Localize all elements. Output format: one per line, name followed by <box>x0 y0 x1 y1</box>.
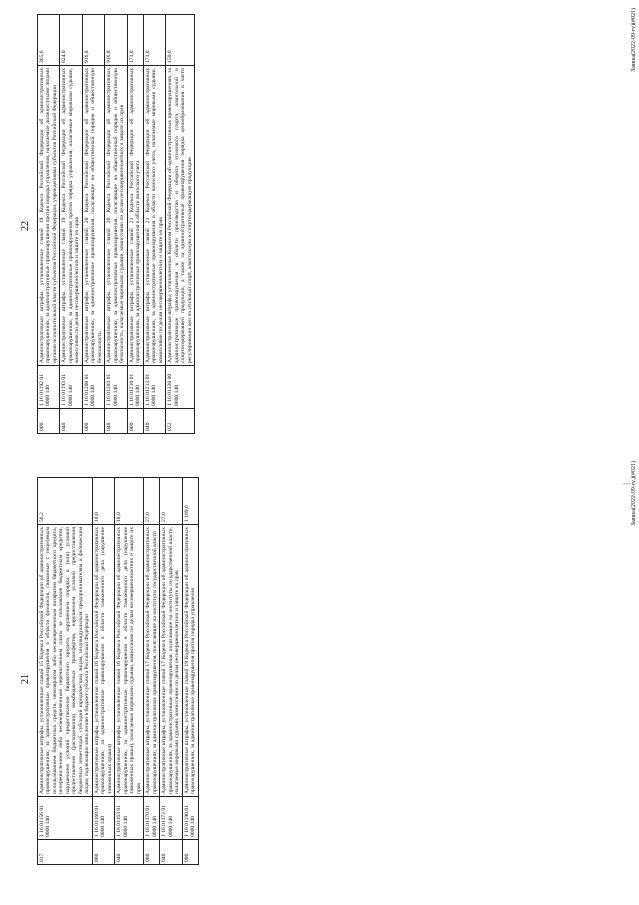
kbk-code-cell: 1 16 01330 00 0000 140 <box>166 366 195 409</box>
registration-stamp: Заявка(2022-09-rv.)(#021) <box>631 461 637 526</box>
amount-cell: 173,0 <box>127 15 143 66</box>
admin-code-cell: 000 <box>127 409 143 434</box>
description-cell: Административные штрафы, установленные главой 20 Кодекса Российской Федерации об административных правонарушениях, за административные правонарушения, посягающие на общественный порядок и общественную безопасность <box>82 66 104 366</box>
table-row <box>92 478 114 865</box>
description-cell: Административные штрафы, установленные главой 20 Кодекса Российской Федерации об административных правонарушениях, за административные правонарушения, посягающие на общественный порядок и общественную безопасность, налагаемые мировыми судьями, комиссиями по делам несовершеннолетних и защите их прав <box>105 66 127 366</box>
description-cell: Административные штрафы, установленные Кодексом Российской Федерации об административных правонарушениях, за административные правонарушения в области производства и оборота этилового спирта, алкогольной и спиртосодержащей продукции, а также за административные правонарушения порядка ценообразования в части регулирования цен на этиловый спирт, алкогольную и спиртосодержащую продукцию <box>166 66 195 366</box>
page-number: 21 <box>20 674 31 684</box>
admin-code-cell: 000 <box>182 840 198 865</box>
kbk-code-cell: 1 16 01156 01 0000 140 <box>38 797 93 840</box>
amount-cell: 916,8 <box>82 15 104 66</box>
admin-code-cell: 040 <box>60 409 82 434</box>
page-21 <box>0 453 639 905</box>
table-row <box>115 478 144 865</box>
admin-code-cell: 040 <box>143 409 165 434</box>
description-cell: Административные штрафы, установленные главой 17 Кодекса Российской Федерации об административных правонарушениях, за административные правонарушения, посягающие на институты государственной власти, налагаемые мировыми судьями, комиссиями по делам несовершеннолетних и защите их прав <box>160 525 182 797</box>
kbk-code-cell: 1 16 01200 01 0000 140 <box>82 366 104 409</box>
amount-cell: 27,0 <box>160 478 182 525</box>
table-row <box>60 15 82 434</box>
kbk-code-cell: 1 16 01213 01 0000 140 <box>143 366 165 409</box>
table-row <box>182 478 198 865</box>
kbk-code-cell: 1 16 01210 01 0000 140 <box>127 366 143 409</box>
kbk-code-cell: 1 16 01160 01 0000 140 <box>92 797 114 840</box>
description-cell: Административные штрафы, установленные главой 16 Кодекса Российской Федерации об административных правонарушениях, за административные правонарушения в области таможенного дела (нарушение таможенных правил) <box>92 525 114 797</box>
registration-stamp: Заявка(2022-09-rv)(#021) <box>631 8 637 72</box>
page-number: 22 <box>20 221 31 231</box>
amount-cell: 173,0 <box>143 15 165 66</box>
kbk-code-cell: 1 16 01173 01 0000 140 <box>160 797 182 840</box>
admin-code-cell: 040 <box>160 840 182 865</box>
amount-cell: 56,2 <box>38 478 93 525</box>
table-row <box>166 15 195 434</box>
kbk-code-cell: 1 16 01203 01 0000 140 <box>105 366 127 409</box>
admin-code-cell: 017 <box>38 840 93 865</box>
budget-codes-table <box>37 477 199 865</box>
description-cell: Административные штрафы, установленные главой 19 Кодекса Российской Федерации об административных правонарушениях, за административные правонарушения против порядка управления <box>182 525 198 797</box>
description-cell: Административные штрафы, установленные главой 21 Кодекса Российской Федерации об административных правонарушениях, за административные правонарушения в области воинского учета <box>127 66 143 366</box>
scan-mark: ⁞ <box>622 482 632 485</box>
budget-codes-table <box>37 14 195 434</box>
table-row <box>160 478 182 865</box>
kbk-code-cell: 1 16 01190 01 0000 140 <box>182 797 198 840</box>
table-row <box>143 15 165 434</box>
kbk-code-cell: 1 16 01193 01 0000 140 <box>60 366 82 409</box>
amount-cell: 1 189,6 <box>182 478 198 525</box>
description-cell: Административные штрафы, установленные главой 17 Кодекса Российской Федерации об административных правонарушениях, за административные правонарушения, посягающие на институты государственной власти <box>144 525 160 797</box>
amount-cell: 824,0 <box>60 15 82 66</box>
page-22 <box>0 0 639 452</box>
table-row <box>127 15 143 434</box>
amount-cell: 18,0 <box>92 478 114 525</box>
kbk-code-cell: 1 16 01170 01 0000 140 <box>144 797 160 840</box>
description-cell: Административные штрафы, установленные главой 15 Кодекса Российской Федерации об административных правонарушениях, за административные правонарушения в области финансов, связанные с нецелевым использованием бюджетных средств, невозвратом либо несвоевременным возвратом бюджетного кредита, неперечислением либо несвоевременным перечислением платы за пользование бюджетным кредитом, нарушением условий предоставления бюджетного кредита, нарушением порядка и (или) условий предоставления (расходования) межбюджетных трансфертов, нарушением условий предоставления бюджетных инвестиций, субсидий юридическим лицам, индивидуальным предпринимателям и физическим лицам, подлежащие зачислению в бюджет субъекта Российской Федерации <box>38 525 93 797</box>
amount-cell: 916,8 <box>105 15 127 66</box>
amount-cell: 27,0 <box>144 478 160 525</box>
table-row <box>105 15 127 434</box>
admin-code-cell: 040 <box>115 840 144 865</box>
kbk-code-cell: 1 16 01192 01 0000 140 <box>38 366 60 409</box>
table-row <box>38 15 60 434</box>
table-row <box>38 478 93 865</box>
table-row <box>82 15 104 434</box>
admin-code-cell: 022 <box>166 409 195 434</box>
admin-code-cell: 000 <box>82 409 104 434</box>
admin-code-cell: 000 <box>92 840 114 865</box>
description-cell: Административные штрафы, установленные главой 19 Кодекса Российской Федерации об административных правонарушениях, за административные правонарушения против порядка управления, налагаемые должностными лицами органов исполнительной власти субъектов Российской Федерации, учреждениями субъектов Российской Федерации <box>38 66 60 366</box>
admin-code-cell: 000 <box>144 840 160 865</box>
kbk-code-cell: 1 16 01163 01 0000 140 <box>115 797 144 840</box>
amount-cell: 150,0 <box>166 15 195 66</box>
admin-code-cell: 000 <box>38 409 60 434</box>
admin-code-cell: 040 <box>105 409 127 434</box>
amount-cell: 18,0 <box>115 478 144 525</box>
description-cell: Административные штрафы, установленные главой 21 Кодекса Российской Федерации об административных правонарушениях, за административные правонарушения в области воинского учета, налагаемые мировыми судьями, комиссиями по делам несовершеннолетних и защите их прав <box>143 66 165 366</box>
table-row <box>144 478 160 865</box>
description-cell: Административные штрафы, установленные главой 16 Кодекса Российской Федерации об административных правонарушениях, за административные правонарушения в области таможенного дела (нарушение таможенных правил), налагаемые мировыми судьями, комиссиями по делам несовершеннолетних и защите их прав <box>115 525 144 797</box>
description-cell: Административные штрафы, установленные главой 19 Кодекса Российской Федерации об административных правонарушениях, за административные правонарушения против порядка управления, налагаемые мировыми судьями, комиссиями по делам несовершеннолетних и защите их прав <box>60 66 82 366</box>
amount-cell: 365,6 <box>38 15 60 66</box>
